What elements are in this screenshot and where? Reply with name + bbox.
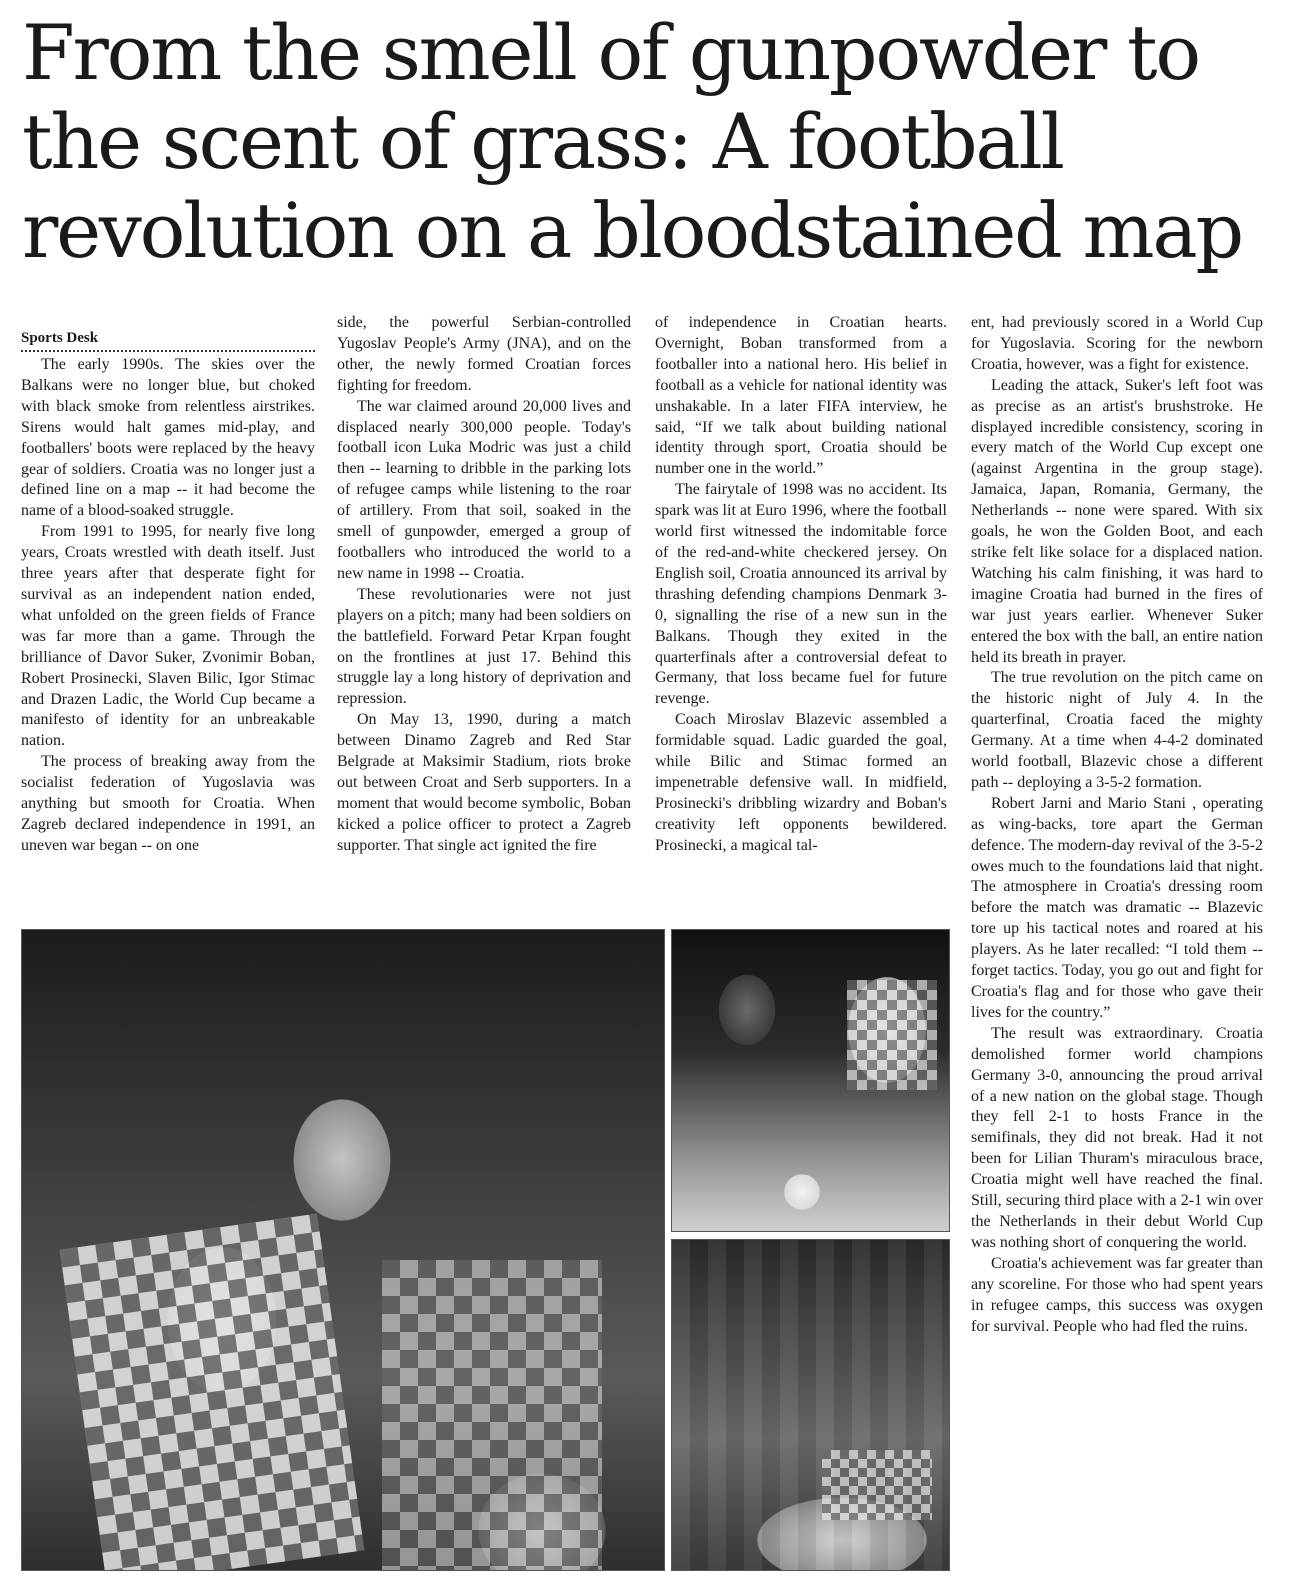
paragraph: ent, had previously scored in a World Cup for Yugoslavia. Scoring for the newborn Croatia, however, was a fight for existence. — [971, 314, 1263, 373]
paragraph: The true revolution on the pitch came on the historic night of July 4. In the quarterfinal, Croatia faced the mighty Germany. At a time when 4-4-2 dominated world football, Blazevic chose a different path -- deploying a 3-5-2 formation. — [971, 669, 1263, 791]
paragraph: On May 13, 1990, during a match between Dinamo Zagreb and Red Star Belgrade at Maksimir Stadium, riots broke out between Croat and Serb supporters. In a moment that would become symbolic, Boban kicked a police officer to protect a Zagreb supporter. That single act ignited the fire — [337, 711, 631, 854]
paragraph: Leading the attack, Suker's left foot was as precise as an artist's brushstroke. He displayed incredible consistency, scoring in every match of the World Cup except one (against Argentina in the group stage). Jamaica, Japan, Romania, Germany, the Netherlands -- none were spared. With six goals, he won the Golden Boot, and each strike felt like solace for a displaced nation. Watching his calm finishing, it was hard to imagine Croatia had burned in the fires of war just years earlier. Whenever Suker entered the box with the ball, an entire nation held its breath in prayer. — [971, 376, 1263, 666]
article-column-3 — [655, 313, 947, 857]
paragraph: From 1991 to 1995, for nearly five long years, Croats wrestled with death itself. Just three years after that desperate fight for survival as an independent nation ended, what unfolded on the green fields of France was far more than a game. Through the brilliance of Davor Suker, Zvonimir Boban, Robert Prosinecki, Slaven Bilic, Igor Stimac and Drazen Ladic, the World Cup became a manifesto of identity for an unbreakable nation. — [21, 523, 315, 750]
checkered-jersey — [847, 980, 937, 1090]
paragraph: The process of breaking away from the socialist federation of Yugoslavia was anything but smooth for Croatia. When Zagreb declared independence in 1991, an uneven war began -- on one — [21, 753, 315, 854]
paragraph: The war claimed around 20,000 lives and displaced nearly 300,000 people. Today's football icon Luka Modric was just a child then -- learning to dribble in the parking lots of refugee camps while listening to the roar of artillery. From that soil, soaked in the smell of gunpowder, emerged a group of footballers who introduced the world to a new name in 1998 -- Croatia. — [337, 397, 631, 582]
paragraph: side, the powerful Serbian-controlled Yugoslav People's Army (JNA), and on the other, the newly formed Croatian forces fighting for freedom. — [337, 314, 631, 394]
photo-croatia-players-celebrating — [21, 929, 665, 1571]
paragraph: The result was extraordinary. Croatia demolished former world champions Germany 3-0, announcing the proud arrival of a new nation on the global stage. Though they fell 2-1 to hosts France in the semifinals, they did not break. Had it not been for Lilian Thuram's miraculous brace, Croatia might well have reached the final. Still, securing third place with a 2-1 win over the Netherlands in their debut World Cup was nothing short of conquering the world. — [971, 1024, 1263, 1251]
paragraph: Croatia's achievement was far greater than any scoreline. For those who had spent years in refugee camps, this success was oxygen for survival. People who had fled the ruins. — [971, 1254, 1263, 1335]
paragraph: of independence in Croatian hearts. Overnight, Boban transformed from a footballer into a national hero. His belief in football as a vehicle for national identity was unshakable. In a later FIFA interview, he said, “If we talk about building national identity through sport, Croatia should be number one in the world.” — [655, 314, 947, 478]
article-column-1 — [21, 328, 315, 857]
photo-team-celebration — [671, 1239, 950, 1571]
headline: From the smell of gunpowder to the scent of grass: A football revolution on a bloodstained map — [22, 8, 1242, 275]
article-column-4 — [971, 313, 1263, 1337]
article-column-2 — [337, 313, 631, 857]
paragraph: The fairytale of 1998 was no accident. Its spark was lit at Euro 1996, where the football world first witnessed the indomitable force of the red-and-white checkered jersey. On English soil, Croatia announced its arrival by thrashing defending champions Denmark 3-0, signalling the rise of a new sun in the Balkans. Though they exited in the quarterfinals after a controversial defeat to Germany, that loss became fuel for future revenge. — [655, 481, 947, 708]
photo-match-action — [671, 929, 950, 1232]
checkered-flag — [822, 1450, 932, 1520]
paragraph: These revolutionaries were not just players on a pitch; many had been soldiers on the battlefield. Forward Petar Krpan fought on the frontlines at just 17. Behind this struggle lay a long history of deprivation and repression. — [337, 585, 631, 708]
paragraph: Robert Jarni and Mario Stani , operating as wing-backs, tore apart the German defence. The modern-day revival of the 3-5-2 owes much to the foundations laid that night. The atmosphere in Croatia's dressing room before the match was dramatic -- Blazevic tore up his tactical notes and roared at his players. As he later recalled: “I told them -- forget tactics. Today, you go out and fight for Croatia's flag and for those who gave their lives for the country.” — [971, 794, 1263, 1021]
byline: Sports Desk — [21, 328, 315, 352]
checkered-jersey — [382, 1260, 602, 1571]
paragraph: The early 1990s. The skies over the Balkans were no longer blue, but choked with black smoke from relentless airstrikes. Sirens would halt games mid-play, and footballers' boots were replaced by the heavy gear of soldiers. Croatia was no longer just a defined line on a map -- it had become the name of a blood-soaked struggle. — [21, 356, 315, 520]
checkered-jersey — [60, 1214, 365, 1571]
paragraph: Coach Miroslav Blazevic assembled a formidable squad. Ladic guarded the goal, while Bilic and Stimac formed an impenetrable defensive wall. In midfield, Prosinecki's dribbling wizardry and Boban's creativity left opponents bewildered. Prosinecki, a magical tal- — [655, 711, 947, 854]
